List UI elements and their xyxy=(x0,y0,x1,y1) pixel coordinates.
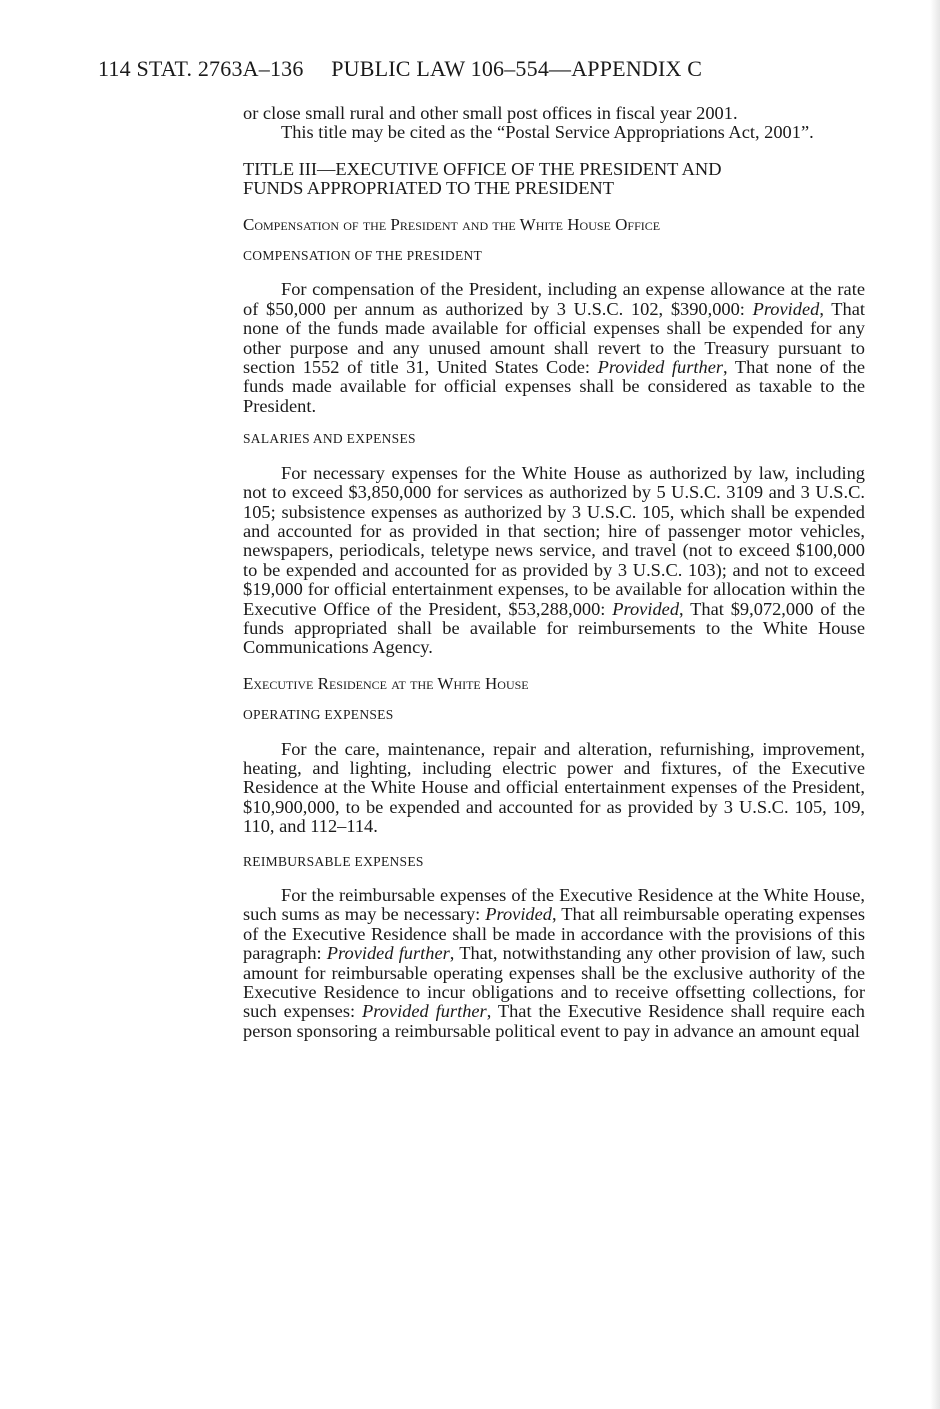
public-law-label: PUBLIC LAW 106–554—APPENDIX C xyxy=(331,56,703,81)
section-heading-executive-residence: Executive Residence at the White House xyxy=(243,673,529,693)
subheading-salaries-and-expenses: SALARIES AND EXPENSES xyxy=(243,431,416,447)
subheading-operating-expenses: OPERATING EXPENSES xyxy=(243,707,394,723)
subheading-compensation-of-president: COMPENSATION OF THE PRESIDENT xyxy=(243,248,483,264)
section-heading-compensation: Compensation of the President and the White House Office xyxy=(243,214,661,234)
running-header xyxy=(98,56,702,82)
title-heading-line-1: TITLE III—EXECUTIVE OFFICE OF THE PRESIDENT AND xyxy=(243,158,722,179)
title-heading-line-2: FUNDS APPROPRIATED TO THE PRESIDENT xyxy=(243,178,614,199)
page-edge-shadow xyxy=(930,0,940,1409)
short-title-paragraph: This title may be cited as the “Postal Service Appropriations Act, 2001”. xyxy=(281,122,814,143)
continuation-paragraph: or close small rural and other small post offices in fiscal year 2001. xyxy=(243,103,738,123)
operating-expenses-paragraph: For the care, maintenance, repair and alteration, refurnishing, improvement, heating, and lighting, including electric power and fixtures, of the Executive Residence at the White House and official entertainment expenses of the President, $10,900,000, to be expended and accounted for as provided by 3 U.S.C. 105, 109, 110, and 112–114. xyxy=(243,738,865,837)
statute-citation: 114 STAT. 2763A–136 xyxy=(98,56,304,81)
compensation-paragraph: For compensation of the President, including an expense allowance at the rate of $50,000 per annum as authorized by 3 U.S.C. 102, $390,000: Provided, That none of the funds made available for official expenses shall be expended for any other purpose and any unused amount shall revert to the Treasury pursuant to section 1552 of title 31, United States Code: Provided further, That none of the funds made available for official expenses shall be considered as taxable to the President. xyxy=(243,279,865,416)
subheading-reimbursable-expenses: REIMBURSABLE EXPENSES xyxy=(243,853,424,869)
reimbursable-expenses-paragraph: For the reimbursable expenses of the Executive Residence at the White House, such sums as may be necessary: Provided, That all reimbursable operating expenses of the Executive Residence shall be made in accordance with the provisions of this paragraph: Provided further, That, notwithstanding any other provision of law, such amount for reimbursable operating expenses shall be the exclusive authority of the Executive Residence to incur obligations and to receive offsetting collections, for such expenses: Provided further, That the Executive Residence shall require each person sponsoring a reimbursable political event to pay in advance an amount equal xyxy=(243,885,865,1041)
body-column xyxy=(243,104,865,1041)
salaries-paragraph: For necessary expenses for the White House as authorized by law, including not to exceed $3,850,000 for services as authorized by 5 U.S.C. 3109 and 3 U.S.C. 105; subsistence expenses as authorized by 3 U.S.C. 105, which shall be expended and accounted for as provided in that section; hire of passenger motor vehicles, newspapers, periodicals, teletype news service, and travel (not to exceed $100,000 to be expended and accounted for as provided by 3 U.S.C. 103); and not to exceed $19,000 for official entertainment expenses, to be available for allocation within the Executive Office of the President, $53,288,000: Provided, That $9,072,000 of the funds appropriated shall be available for reimbursements to the White House Communications Agency. xyxy=(243,462,866,658)
